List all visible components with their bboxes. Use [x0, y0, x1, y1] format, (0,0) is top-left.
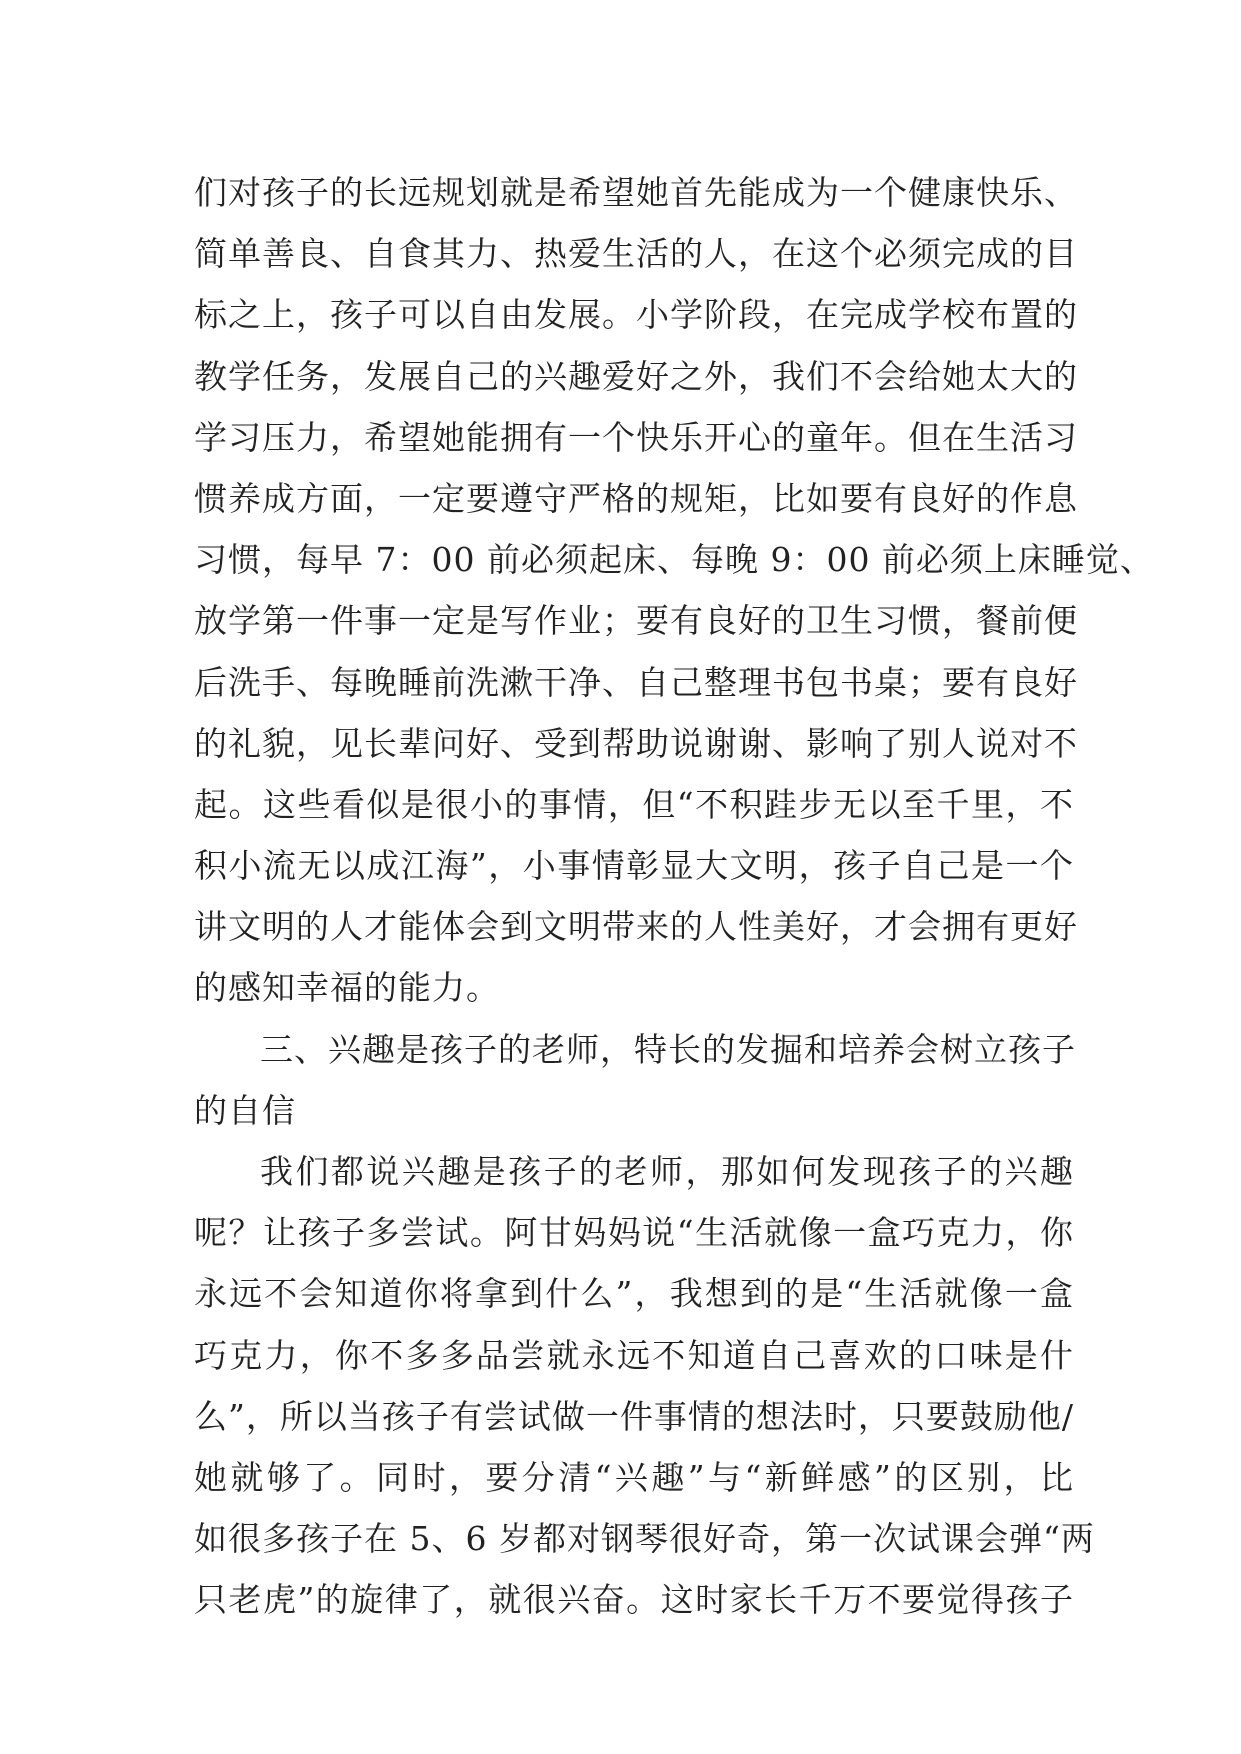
text-line: 教学任务，发展自己的兴趣爱好之外，我们不会给她太大的 — [194, 356, 1078, 396]
text-line: 们对孩子的长远规划就是希望她首先能成为一个健康快乐、 — [194, 173, 1078, 212]
text-line: 呢？让孩子多尝试。阿甘妈妈说“生活就像一盒巧克力，你 — [194, 1213, 1074, 1253]
text-line: 永远不会知道你将拿到什么”，我想到的是“生活就像一盒 — [194, 1274, 1074, 1314]
text-line: 简单善良、自食其力、热爱生活的人，在这个必须完成的目 — [194, 234, 1078, 274]
text-line: 么”，所以当孩子有尝试做一件事情的想法时，只要鼓励他/ — [194, 1396, 1074, 1436]
text-line: 讲文明的人才能体会到文明带来的人性美好，才会拥有更好 — [194, 907, 1078, 947]
section-heading-continued: 的自信 — [194, 1090, 296, 1130]
text-line: 的礼貌，见长辈问好、受到帮助说谢谢、影响了别人说对不 — [194, 723, 1078, 763]
body-text — [194, 162, 1154, 1631]
text-line: 的感知幸福的能力。 — [194, 968, 500, 1008]
text-line: 惯养成方面，一定要遵守严格的规矩，比如要有良好的作息 — [194, 478, 1078, 518]
text-line: 起。这些看似是很小的事情，但“不积跬步无以至千里，不 — [194, 784, 1074, 824]
text-line: 我们都说兴趣是孩子的老师，那如何发现孩子的兴趣 — [260, 1152, 1074, 1191]
text-line: 积小流无以成江海”，小事情彰显大文明，孩子自己是一个 — [194, 846, 1074, 886]
text-line: 后洗手、每晚睡前洗漱干净、自己整理书包书桌；要有良好 — [194, 662, 1078, 702]
text-line: 标之上，孩子可以自由发展。小学阶段，在完成学校布置的 — [194, 295, 1078, 335]
text-line: 巧克力，你不多多品尝就永远不知道自己喜欢的口味是什 — [194, 1335, 1074, 1375]
text-line: 学习压力，希望她能拥有一个快乐开心的童年。但在生活习 — [194, 417, 1078, 457]
text-line: 如很多孩子在 5、6 岁都对钢琴很好奇，第一次试课会弹“两 — [194, 1519, 1095, 1559]
text-line: 放学第一件事一定是写作业；要有良好的卫生习惯，餐前便 — [194, 601, 1078, 641]
text-line: 她就够了。同时，要分清“兴趣”与“新鲜感”的区别，比 — [194, 1457, 1074, 1497]
text-line: 习惯，每早 7：00 前必须起床、每晚 9：00 前必须上床睡觉、 — [194, 540, 1154, 580]
section-heading: 三、兴趣是孩子的老师，特长的发掘和培养会树立孩子 — [260, 1029, 1076, 1069]
text-line: 只老虎”的旋律了，就很兴奋。这时家长千万不要觉得孩子 — [194, 1580, 1074, 1620]
